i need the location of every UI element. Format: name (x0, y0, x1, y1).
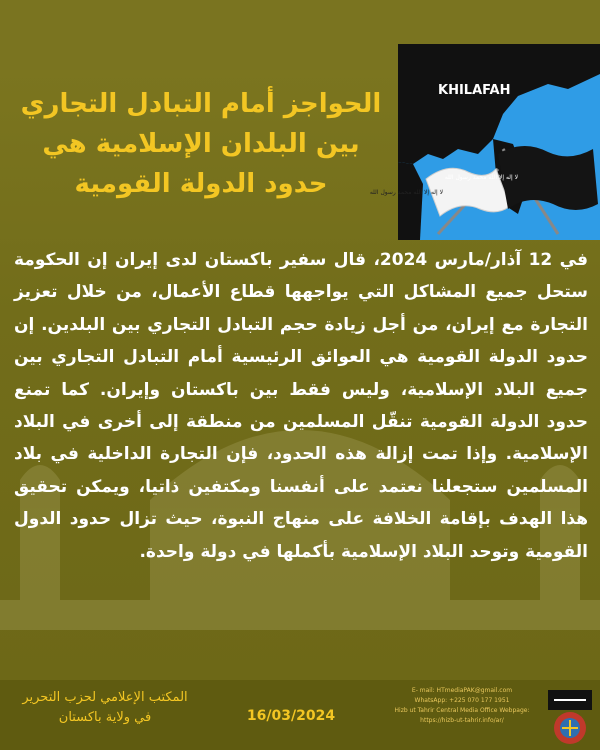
contact-webpage-label: Hizb ut Tahrir Central Media Office Webpage: (394, 707, 530, 714)
contact-whatsapp: WhatsApp: +225 070 177 1951 (414, 697, 510, 704)
khilafah-map-image (369, 44, 600, 240)
white-flag-text: لا إله إلا الله محمد رسول الله (369, 189, 443, 196)
media-office-logo-icon (544, 688, 596, 746)
publish-date: 16/03/2024 (246, 708, 336, 724)
article-body: في 12 آذار/مارس 2024، قال سفير باكستان لدى إيران إن الحكومة ستحل جميع المشاكل التي يواجهها قطاع الأعمال، من خلال تعزيز التجارة مع إيران، من أجل زيادة حجم التبادل التجاري بين البلدين. إن حدود الدولة القومية هي العوائق الرئيسية أمام التبادل التجاري بين جميع البلاد الإسلامية، وليس فقط بين باكستان وإيران. كما تمنع حدود الدولة القومية تنقّل المسلمين من منطقة إلى أخرى في البلاد الإسلامية. وإذا تمت إزالة هذه الحدود، فإن التجارة الداخلية في بلاد المسلمين ستجعلنا نعتمد على أنفسنا ومكتفين ذاتيا، ويمكن تحقيق هذا الهدف بإقامة الخلافة على منهاج النبوة، حيث تزال حدود الدول القومية وتوحد البلاد الإسلامية بأكملها في دولة واحدة. (14, 250, 588, 562)
office-name: المكتب الإعلامي لحزب التحرير (22, 690, 188, 705)
office-region: في ولاية باكستان (58, 710, 152, 725)
map-label: KHILAFAH (438, 83, 511, 98)
black-flag-text: لا إله إلا الله محمد رسول الله (444, 174, 518, 181)
contact-info (392, 686, 532, 726)
media-office-credit (10, 688, 200, 728)
contact-email[interactable]: E- mail: HTmediaPAK@gmail.com (411, 687, 513, 694)
map-illustration (369, 44, 600, 240)
contact-webpage-url[interactable]: https://hizb-ut-tahrir.info/ar/ (420, 717, 504, 724)
headline: الحواجز أمام التبادل التجاري بين البلدان الإسلامية هي حدود الدولة القومية (20, 89, 382, 199)
